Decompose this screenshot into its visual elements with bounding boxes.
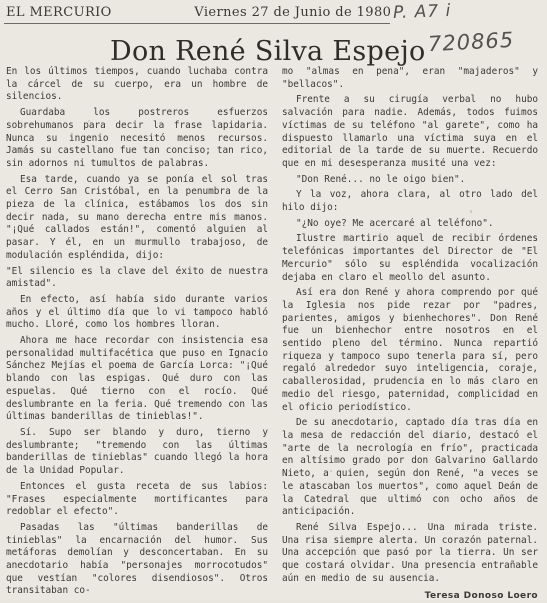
article-quote: "¿No oye? Me acercaré al teléfono". (296, 217, 494, 229)
article-quote: "Don René... no le oigo bien". (296, 173, 466, 185)
article-paragraph: De su anecdotario, captado día tras día en la mesa de redacción del diario, destacó el "arte de la necrología en frío", practicada en altísimo grado por don Galvarino Gallardo Nieto, a quien, según don René, "a veces se le atascaban los muertos", como aquel Deán de la Catedral que ultimó con ocho años de anticipación. (282, 417, 538, 518)
article-quote: "El silencio es la clave del éxito de nuestra amistad". (6, 265, 268, 290)
article-paragraph: mo "almas en pena", eran "majaderos" y "bellacos". (282, 66, 538, 90)
article-paragraph: Ilustre martirio aquel de recibir órdenes telefónicas importantes del Director de "El Mercurio" sólo su espléndida vocalización dejaba en claro el meollo del asunto. (282, 233, 538, 283)
article-paragraph: Pasadas las "últimas banderillas de tinieblas" la encarnación del humor. Sus metáforas demolían y desconcertaban. En su anecdotario había "personajes morrocotudos" que vestían "colores disendiosos". Otros transitaban co- (6, 521, 268, 597)
publication-date: Viernes 27 de Junio de 1980 (194, 5, 392, 20)
article-paragraph: Entonces el gusta receta de sus labios: "Frases especialmente mortificantes para redoblar el efecto". (6, 480, 268, 518)
article-paragraph: Sí. Supo ser blando y duro, tierno y deslumbrante; "tremendo con las últimas banderillas de tinieblas" cuando llegó la hora de la Unidad Popular. (6, 426, 268, 477)
handwritten-page-mark: P. A7 i (392, 0, 452, 24)
article-paragraph: Ahora me hace recordar con insistencia esa personalidad multifacética que puso en Ignacio Sánchez Mejías el poema de García Lorca: "¡Qué blando con las espigas. Qué duro con las espuelas. Qué tierno con el rocío. Qué deslumbrante en la feria. Qué tremendo con las últimas banderillas de tinieblas!". (6, 335, 268, 423)
print-speck (470, 210, 472, 213)
newspaper-name: EL MERCURIO (6, 5, 112, 20)
article-paragraph: Esa tarde, cuando ya se ponía el sol tras el Cerro San Cristóbal, en la penumbra de la pieza de la clínica, estábamos los dos sin decir nada, su mano derecha entre mis manos. "¡Qué callados están!", comentó alguien al pasar. Y él, en un murmullo trabajoso, de modulación espléndida, dijo: (6, 173, 268, 261)
print-speck (210, 300, 213, 302)
handwritten-catalog-number: 720865 (427, 27, 515, 57)
article-title: Don René Silva Espejo (110, 36, 426, 67)
article-paragraph: En efecto, así había sido durante varios años y el último día que lo vi tampoco habló mucho. Lloré, como los hombres lloran. (6, 293, 268, 331)
article-column-right (282, 66, 538, 602)
article-paragraph: Así era don René y ahora comprendo por qué la Iglesia nos pide rezar por "padres, parientes, amigos y bienhechores". Don René fue un bienhechor entre nosotros en el sentido pleno del término. Nunca repartió riqueza y tampoco supo tenerla para sí, pero regaló alrededor suyo inteligencia, coraje, caballerosidad, prudencia en lo más claro en medio del riesgo, paternidad, complicidad en el oficio periodístico. (282, 287, 538, 413)
print-speck (330, 470, 332, 472)
article-paragraph: Y la voz, ahora clara, al otro lado del hilo dijo: (282, 189, 538, 214)
masthead (6, 5, 392, 20)
masthead-rule (4, 23, 390, 24)
print-speck (88, 120, 90, 122)
article-paragraph: En los últimos tiempos, cuando luchaba contra la cárcel de su cuerpo, era un hombre de silencios. (6, 66, 268, 103)
article-byline: Teresa Donoso Loero (424, 591, 538, 602)
article-paragraph: Frente a su cirugía verbal no hubo salvación para nadie. Además, todos fuimos víctimas de su teléfono "al garete", como ha dispuesto llamarlo una víctima suya en el editorial de la tarde de su muerte. Recuerdo que en mi desesperanza musité una vez: (282, 94, 538, 169)
article-paragraph: Guardaba los postreros esfuerzos sobrehumanos para decir la frase lapidaria. Nunca su ingenio necesitó menos recursos. Jamás su castellano fue tan conciso; tan rico, sin adornos ni tumultos de palabras. (6, 107, 268, 169)
article-paragraph: René Silva Espejo... Una mirada triste. Una risa siempre alerta. Un corazón paternal. Una accepción que pasó por la tierra. Un ser que costará olvidar. Una presencia entrañable aún en medio de su ausencia. (282, 521, 538, 584)
article-column-left (6, 66, 268, 596)
